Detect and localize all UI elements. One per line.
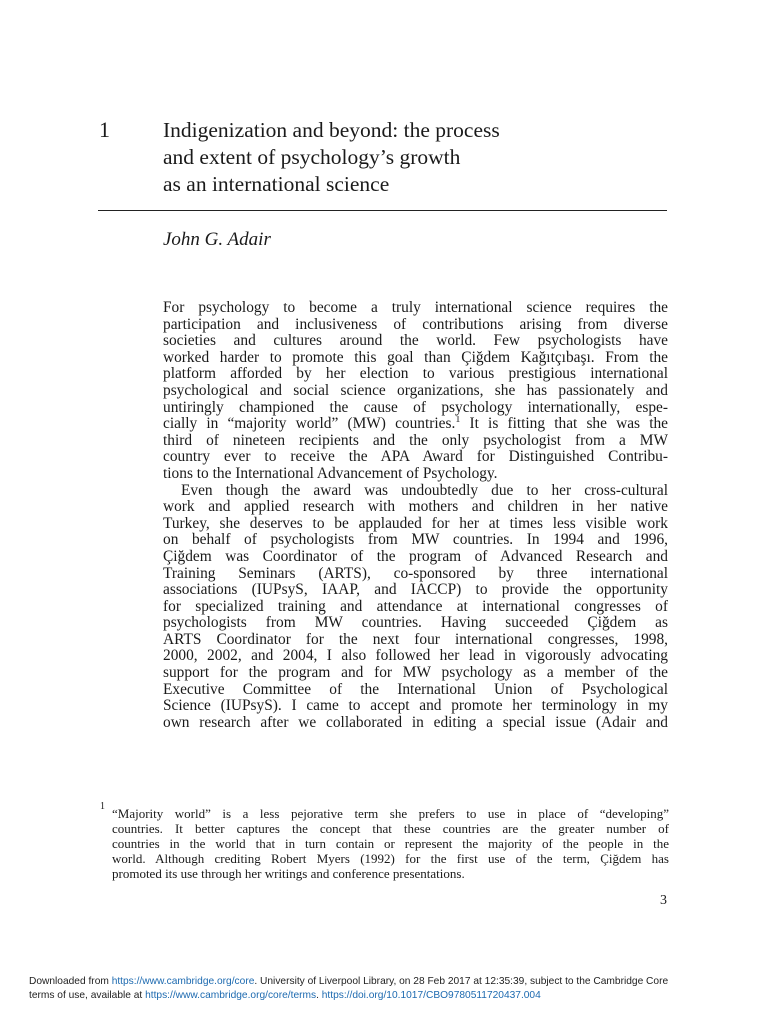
body-text <box>163 300 668 731</box>
body-line: psychologists from MW countries. Having succeeded Çiğdem as <box>163 615 668 632</box>
footnote-line: countries in the world that in turn contain or represent the majority of the people in the <box>112 836 669 851</box>
footnote-line: countries. It better captures the concept that these countries are the greater number of <box>112 821 669 836</box>
download-notice-line <box>29 975 759 989</box>
footnote-marker: 1 <box>100 801 105 812</box>
chapter-number: 1 <box>99 117 110 142</box>
body-line: tions to the International Advancement of Psychology. <box>163 465 498 482</box>
download-notice <box>29 975 759 1002</box>
body-line: Turkey, she deserves to be applauded for her at times less visible work <box>163 515 668 532</box>
body-line: on behalf of psychologists from MW countries. In 1994 and 1996, <box>163 532 668 549</box>
terms-link[interactable]: https://www.cambridge.org/core/terms <box>145 989 317 1001</box>
body-line: work and applied research with mothers and children in her native <box>163 499 668 516</box>
chapter-title-line: and extent of psychology’s growth <box>163 145 461 169</box>
chapter-title <box>163 117 663 198</box>
body-line: societies and cultures around the world. Few psychologists have <box>163 333 668 350</box>
body-line: Training Seminars (ARTS), co-sponsored by three international <box>163 565 668 582</box>
body-line: worked harder to promote this goal than Çiğdem Kağıtçıbaşı. From the <box>163 349 668 366</box>
title-rule <box>98 210 667 211</box>
body-line-with-footnote <box>163 416 668 433</box>
body-line: support for the program and for MW psychology as a member of the <box>163 665 668 682</box>
body-line: Even though the award was undoubtedly due to her cross-cultural <box>181 482 668 499</box>
download-notice-line <box>29 989 759 1003</box>
footnote-line: world. Although crediting Robert Myers (1992) for the first use of the term, Çiğdem has <box>112 851 669 866</box>
page-number: 3 <box>660 893 667 908</box>
body-line: for specialized training and attendance at international congresses of <box>163 598 668 615</box>
body-line: associations (IUPsyS, IAAP, and IACCP) to provide the opportunity <box>163 582 668 599</box>
doi-link[interactable]: https://doi.org/10.1017/CBO9780511720437.004 <box>321 989 541 1001</box>
body-line: participation and inclusiveness of contributions arising from diverse <box>163 316 668 333</box>
download-notice-text: terms of use, available at <box>29 989 146 1001</box>
body-line: psychological and social science organizations, she has passionately and <box>163 382 668 399</box>
body-line: Çiğdem was Coordinator of the program of Advanced Research and <box>163 548 668 565</box>
body-line: For psychology to become a truly international science requires the <box>163 300 668 316</box>
body-line: 2000, 2002, and 2004, I also followed her lead in vigorously advocating <box>163 648 668 665</box>
chapter-title-line: Indigenization and beyond: the process <box>163 118 500 142</box>
download-notice-text: . <box>316 989 322 1001</box>
body-line: Executive Committee of the International Union of Psychological <box>163 681 668 698</box>
body-line: platform afforded by her election to various prestigious international <box>163 366 668 383</box>
footnote-line: promoted its use through her writings and conference presentations. <box>112 866 465 881</box>
body-line: untiringly championed the cause of psychology internationally, espe- <box>163 399 668 416</box>
body-line-text: cially in “majority world” (MW) countries. <box>163 416 456 433</box>
chapter-author: John G. Adair <box>163 229 271 250</box>
footnote-reference[interactable]: 1 <box>455 416 461 426</box>
body-line: ARTS Coordinator for the next four international congresses, 1998, <box>163 631 668 648</box>
download-notice-text: . University of Liverpool Library, on 28 Feb 2017 at 12:35:39, subject to the Cambridge Core <box>254 976 669 987</box>
download-notice-text: Downloaded from <box>29 976 112 987</box>
body-line-text: It is fitting that she was the <box>460 416 668 433</box>
footnote <box>112 806 669 881</box>
body-line: country ever to receive the APA Award for Distinguished Contribu- <box>163 449 668 466</box>
chapter-title-line: as an international science <box>163 172 390 196</box>
body-line: own research after we collaborated in editing a special issue (Adair and <box>163 714 668 731</box>
footnote-line: “Majority world” is a less pejorative term she prefers to use in place of “developing” <box>112 806 669 821</box>
cambridge-core-link[interactable]: https://www.cambridge.org/core <box>111 976 255 987</box>
body-line: Science (IUPsyS). I came to accept and promote her terminology in my <box>163 698 668 715</box>
body-line: third of nineteen recipients and the only psychologist from a MW <box>163 432 668 449</box>
